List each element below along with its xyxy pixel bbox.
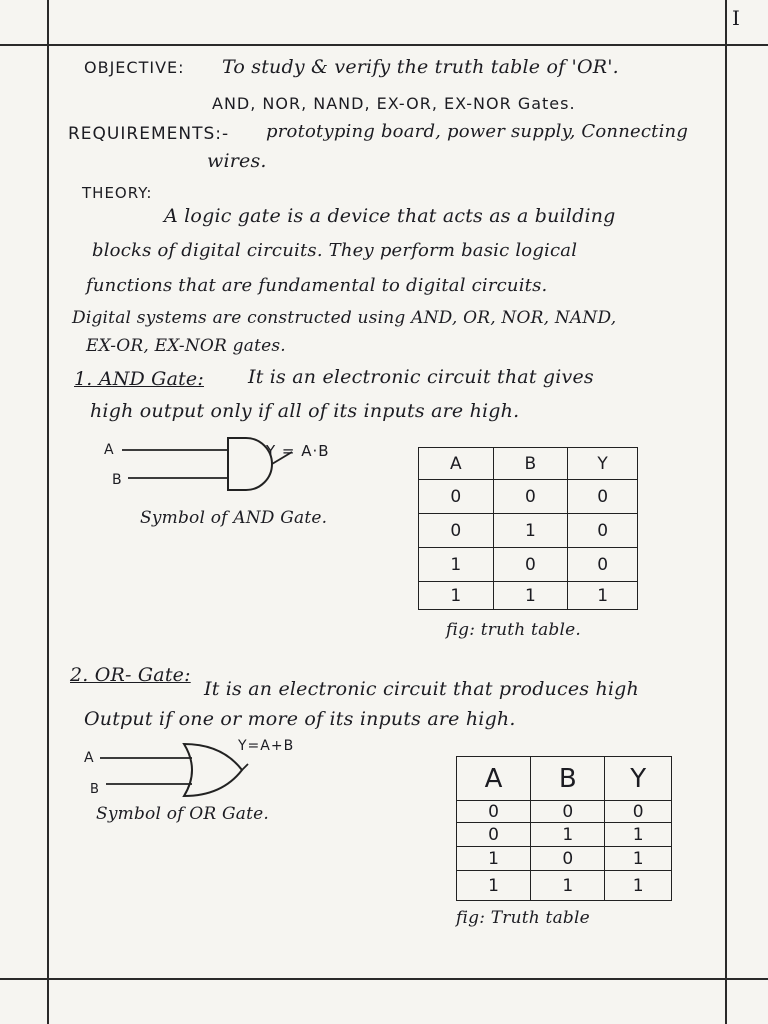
- or-symbol-caption: Symbol of OR Gate.: [96, 804, 270, 824]
- table-cell: 0: [419, 480, 494, 514]
- table-cell: 0: [531, 801, 605, 823]
- theory-line-3: functions that are fundamental to digital circuits.: [86, 275, 548, 296]
- or-truth-table: [456, 756, 672, 901]
- or-table-header-a: A: [457, 757, 531, 801]
- left-margin-rule: [47, 0, 49, 1024]
- or-table-header-y: Y: [605, 757, 672, 801]
- and-table-header-a: A: [419, 448, 494, 480]
- requirements-label: REQUIREMENTS:-: [68, 124, 230, 144]
- table-cell: 1: [493, 582, 568, 610]
- table-row: [457, 801, 672, 823]
- theory-line-1: A logic gate is a device that acts as a building: [164, 205, 616, 227]
- table-cell: 0: [568, 480, 638, 514]
- theory-line-5: EX-OR, EX-NOR gates.: [86, 336, 286, 356]
- and-gate-desc-line2: high output only if all of its inputs are high.: [90, 400, 520, 422]
- bottom-rule: [0, 978, 768, 980]
- table-cell: 1: [605, 871, 672, 901]
- and-truth-table: [418, 447, 638, 610]
- table-row: [419, 548, 638, 582]
- page-number: I: [732, 6, 740, 30]
- table-cell: 0: [419, 514, 494, 548]
- table-cell: 1: [568, 582, 638, 610]
- or-gate-heading: 2. OR- Gate:: [70, 664, 191, 686]
- top-rule: [0, 44, 768, 46]
- and-table-caption: fig: truth table.: [446, 620, 581, 640]
- table-cell: 0: [568, 514, 638, 548]
- or-table-caption: fig: Truth table: [456, 908, 590, 928]
- table-cell: 0: [457, 801, 531, 823]
- objective-label: OBJECTIVE:: [84, 58, 185, 77]
- table-row: [457, 847, 672, 871]
- table-row: [419, 480, 638, 514]
- objective-text-line2: AND, NOR, NAND, EX-OR, EX-NOR Gates.: [212, 94, 576, 113]
- table-cell: 1: [531, 871, 605, 901]
- table-cell: 0: [605, 801, 672, 823]
- table-cell: 1: [457, 871, 531, 901]
- and-input-b-label: B: [112, 472, 123, 488]
- table-row: [419, 582, 638, 610]
- table-cell: 0: [493, 480, 568, 514]
- table-cell: 0: [457, 823, 531, 847]
- theory-line-4: Digital systems are constructed using AND, OR, NOR, NAND,: [72, 308, 617, 328]
- and-gate-heading: 1. AND Gate:: [74, 368, 204, 390]
- theory-line-2: blocks of digital circuits. They perform basic logical: [92, 240, 578, 261]
- table-row: [457, 823, 672, 847]
- theory-label: THEORY:: [82, 184, 153, 202]
- table-cell: 1: [419, 582, 494, 610]
- or-gate-desc-line1: It is an electronic circuit that produces high: [204, 678, 639, 700]
- and-gate-symbol: [118, 430, 298, 500]
- and-table-header-b: B: [493, 448, 568, 480]
- or-gate-symbol: [96, 740, 256, 800]
- and-gate-desc-line1: It is an electronic circuit that gives: [248, 366, 594, 388]
- table-cell: 0: [493, 548, 568, 582]
- and-input-a-label: A: [104, 442, 115, 458]
- table-cell: 0: [568, 548, 638, 582]
- table-cell: 1: [457, 847, 531, 871]
- right-margin-rule: [725, 0, 727, 1024]
- table-cell: 1: [605, 823, 672, 847]
- table-row: [419, 514, 638, 548]
- and-output-expression: Y = A·B: [266, 442, 330, 460]
- table-cell: 1: [493, 514, 568, 548]
- requirements-text-line2: wires.: [207, 150, 267, 172]
- or-gate-desc-line2: Output if one or more of its inputs are high.: [84, 708, 516, 730]
- or-table-header-b: B: [531, 757, 605, 801]
- table-cell: 1: [419, 548, 494, 582]
- table-cell: 0: [531, 847, 605, 871]
- or-output-expression: Y=A+B: [238, 738, 295, 754]
- and-table-header-y: Y: [568, 448, 638, 480]
- requirements-text-line1: prototyping board, power supply, Connecting: [266, 121, 689, 142]
- table-cell: 1: [531, 823, 605, 847]
- objective-text-line1: To study & verify the truth table of 'OR'.: [222, 56, 619, 78]
- table-cell: 1: [605, 847, 672, 871]
- and-symbol-caption: Symbol of AND Gate.: [140, 508, 328, 528]
- or-input-a-label: A: [84, 750, 95, 766]
- table-row: [457, 871, 672, 901]
- or-input-b-label: B: [90, 782, 100, 797]
